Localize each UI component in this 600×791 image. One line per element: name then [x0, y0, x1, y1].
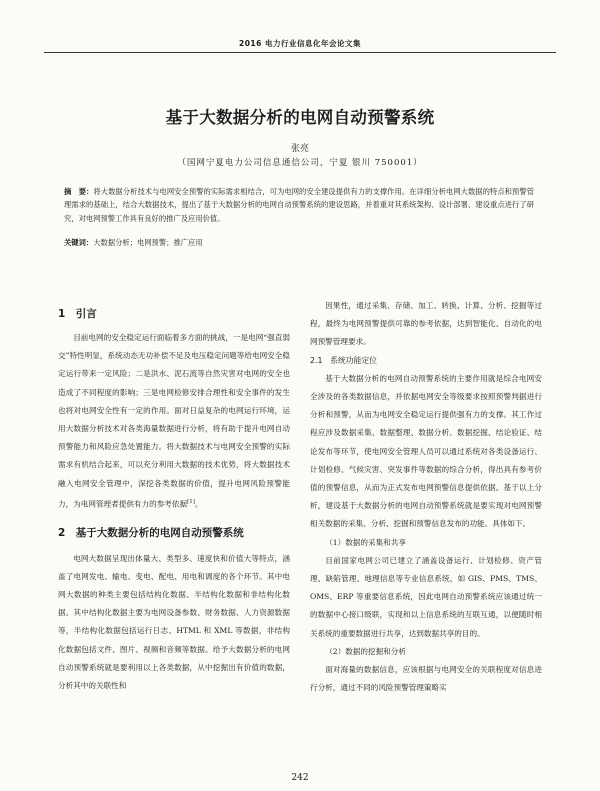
running-header: 2016 电力行业信息化年会论文集: [239, 39, 361, 48]
author-name: 张亮: [290, 144, 309, 154]
keywords-label: 关键词：: [64, 238, 94, 247]
section-1-end: 。: [194, 499, 203, 509]
paper-title: 基于大数据分析的电网自动预警系统: [165, 108, 435, 127]
continued-paragraph: 因果性，通过采集、存储、加工、转换、计算、分析、挖掘等过程，最终为电网预警提供可靠的参考依据，达到智能化、自动化的电网预警管理要求。: [310, 301, 542, 347]
page-number: 242: [291, 773, 309, 783]
section-1-paragraph: [58, 329, 290, 514]
item-2-heading: （2）数据的挖掘和分析: [325, 646, 406, 656]
section-1-text: 目前电网的安全稳定运行面临着多方面的挑战，一是电网“强直弱交”特性明显，系统动态无功补偿不足及电压稳定问题等给电网安全稳定运行带来一定风险；二是洪水、泥石流等自然灾害对电网的安全也造成了不同程度的影响；三是电网检修安排合理性和安全事件的发生也将对电网安全性有一定的作用。面对日益复杂的电网运行环境，运用大数据分析技术对各类海量数据进行分析，将有助于提升电网自动预警能力和风险应急处置能力。将大数据技术与电网安全预警的实际需求有机结合起来，可以充分利用大数据的技术优势，将大数据技术融入电网安全管理中，深挖各类数据的价值，提升电网风险预警能力，为电网管理者提供有力的参考依据: [58, 333, 290, 509]
keywords-text: 大数据分析；电网预警；推广应用: [93, 238, 203, 247]
right-column: [310, 297, 542, 697]
header-rule: [44, 52, 556, 53]
section-2-1-paragraph: 基于大数据分析的电网自动预警系统的主要作用就是综合电网安全涉及的各类数据信息，并依据电网安全等级要求按照预警判据进行分析和预警，从而为电网安全稳定运行提供强有力的支撑。其工作过程应涉及数据采集、数据整理、数据分析、数据挖掘、结论验证、结论发布等环节，使电网安全管理人员可以通过系统对各类设备运行、计划检修、气候灾害、突发事件等数据的综合分析，得出具有参考价值的预警信息，从而为正式发布电网预警信息提供依据。基于以上分析，建设基于大数据分析的电网自动预警系统就是要实现对电网预警相关数据的采集、分析、挖掘和预警信息发布的功能。具体如下。: [310, 373, 542, 529]
abstract: [64, 185, 534, 225]
author-affiliation: （国网宁夏电力公司信息通信公司，宁夏 银川 750001）: [177, 158, 423, 168]
item-2-paragraph: 面对海量的数据信息，应该根据与电网安全的关联程度对信息进行分析，通过不同的风险预警管理策略实: [310, 665, 542, 693]
section-2-heading: 2 基于大数据分析的电网自动预警系统: [58, 526, 244, 539]
section-2-1-heading: 2.1 系统功能定位: [310, 355, 377, 365]
item-1-heading: （1）数据的采集和共享: [325, 537, 406, 547]
left-column: [58, 297, 290, 695]
section-1-heading: 1 引言: [58, 308, 97, 320]
abstract-label: 摘 要：: [64, 187, 94, 196]
item-1-paragraph: 目前国家电网公司已建立了涵盖设备运行、计划检修、资产管理、缺陷管理、地理信息等专业信息系统，如 GIS、PMS、TMS、OMS、ERP 等重要信息系统，因此电网自动预警系统应该通过统一的数据中心接口级联，实现和以上信息系统的互联互通，以便随时相关系统的重要数据进行共享，达到数据共享的目的。: [310, 555, 542, 638]
section-2-paragraph: 电网大数据呈现出体量大、类型多、速度快和价值大等特点，涵盖了电网发电、输电、变电、配电、用电和调度的各个环节。其中电网大数据的种类主要包括结构化数据、半结构化数据和非结构化数据。其中结构化数据主要为电网设备参数、财务数据、人力资源数据等，半结构化数据包括运行日志、HTML 和 XML 等数据，非结构化数据包括文件、图片、视频和音频等数据。给予大数据分析的电网自动预警系统就是要利用以上各类数据，从中挖掘出有价值的数据，分析其中的关联性和: [58, 553, 290, 690]
keywords: [64, 238, 534, 248]
citation-ref: [1]: [187, 498, 195, 505]
abstract-text: 将大数据分析技术与电网安全预警的实际需求相结合，可为电网的安全建设提供有力的支撑作用。在详细分析电网大数据的特点和预警管理需求的基础上，结合大数据技术，提出了基于大数据分析的电网自动预警系统的建设思路，并着重对其系统架构、设计部署、建设重点进行了研究，对电网预警工作具有良好的推广及应用价值。: [64, 187, 535, 223]
